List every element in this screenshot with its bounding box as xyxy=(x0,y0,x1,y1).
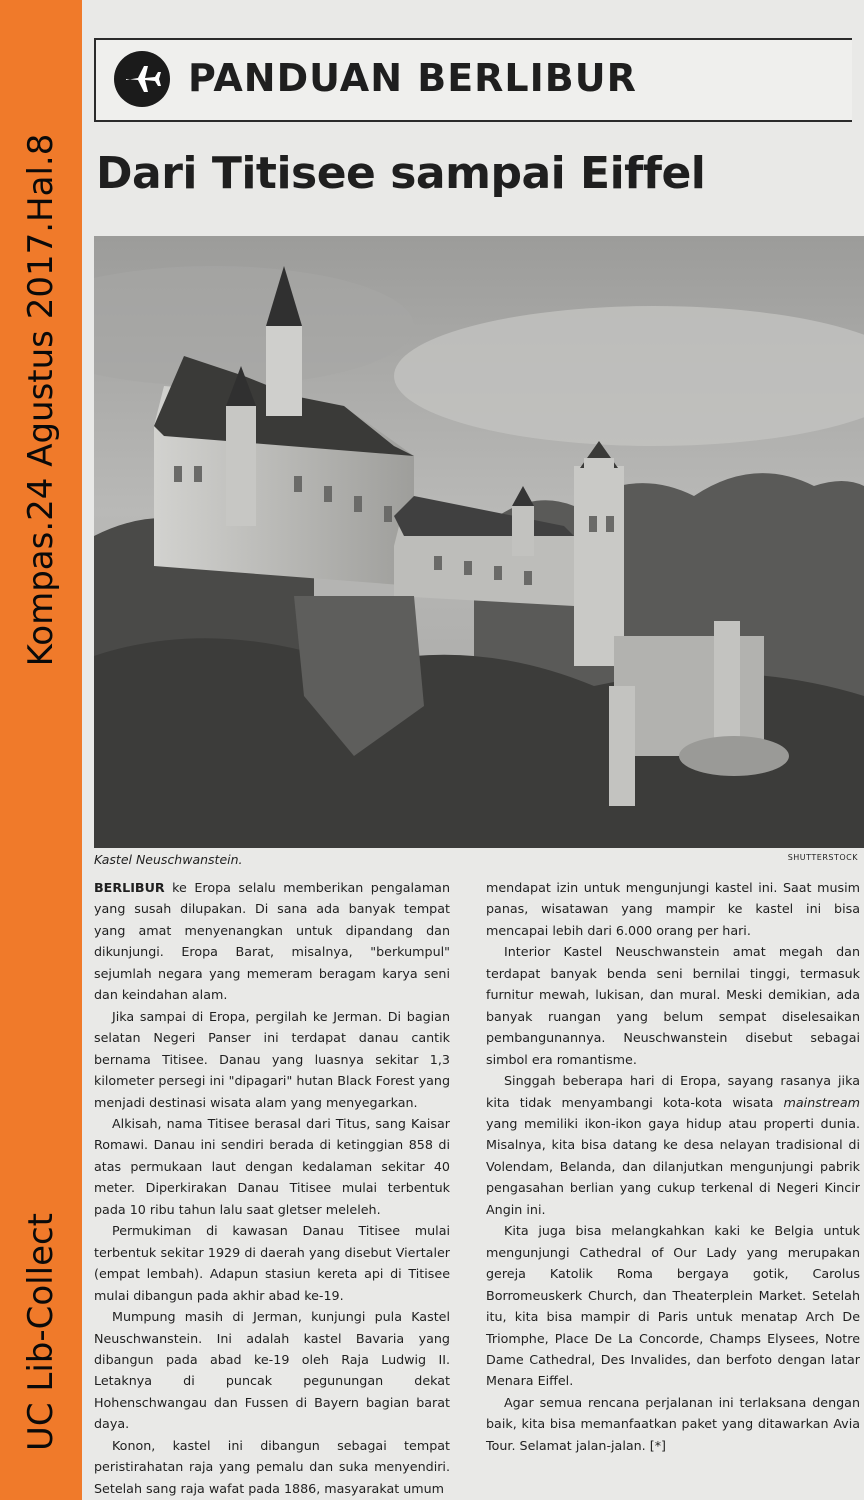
paragraph: Kita juga bisa melangkahkan kaki ke Belgia untuk mengunjungi Cathedral of Our Lady yang merupakan gereja Katolik Roma bergaya gotik, Carolus Borromeuskerk Church, dan Theaterplein Market. Setelah itu, kita bisa mampir di Paris untuk menatap Arch De Triomphe, Place De La Concorde, Champs Elysees, Notre Dame Cathedral, Des Invalides, dan berfoto dengan latar Menara Eiffel. xyxy=(486,1223,860,1389)
italic-term: mainstream xyxy=(783,1094,860,1110)
article-column-right xyxy=(486,877,860,1456)
rubric-title: PANDUAN BERLIBUR xyxy=(188,56,637,100)
article-headline: Dari Titisee sampai Eiffel xyxy=(96,148,706,199)
paragraph: Interior Kastel Neuschwanstein amat megah dan terdapat banyak benda seni bernilai tinggi, termasuk furnitur mewah, lukisan, dan mural. Meski demikian, ada banyak ruangan yang belum sempat diselesaikan pembangunannya. Neuschwanstein disebut sebagai simbol era romantisme. xyxy=(486,944,860,1067)
rubric-header xyxy=(94,38,852,122)
paragraph: Konon, kastel ini dibangun sebagai tempat peristirahatan raja yang pemalu dan suka menyendiri. Setelah sang raja wafat pada 1886, masyarakat umum xyxy=(94,1437,450,1496)
collection-label: UC Lib-Collect xyxy=(21,1212,61,1452)
paragraph xyxy=(94,877,450,1006)
paragraph: Agar semua rencana perjalanan ini terlaksana dengan baik, kita bisa memanfaatkan paket yang ditawarkan Avia Tour. Selamat jalan-jalan. [*] xyxy=(486,1394,860,1453)
paragraph: Mumpung masih di Jerman, kunjungi pula Kastel Neuschwanstein. Ini adalah kastel Bavaria yang dibangun pada abad ke-19 oleh Raja Ludwig II. Letaknya di puncak pegunungan dekat Hohenschwangau dan Fussen di Bayern bagian barat daya. xyxy=(94,1309,450,1432)
paragraph xyxy=(486,1070,860,1220)
paragraph-text: Singgah beberapa hari di Eropa, sayang rasanya jika kita tidak menyambangi kota-kota wisata xyxy=(486,1073,860,1110)
paragraph: Alkisah, nama Titisee berasal dari Titus, sang Kaisar Romawi. Danau ini sendiri berada di ketinggian 858 di atas permukaan laut dengan kedalaman sekitar 40 meter. Diperkirakan Danau Titisee mulai terbentuk pada 10 ribu tahun lalu saat gletser meleleh. xyxy=(94,1115,450,1217)
archive-sidebar xyxy=(0,0,82,1500)
airplane-icon xyxy=(114,51,170,107)
paragraph-text: yang memiliki ikon-ikon gaya hidup atau properti dunia. Misalnya, kita bisa datang ke desa nelayan tradisional di Volendam, Belanda, dan dilanjutkan mengunjungi pabrik pengasahan berlian yang cukup terkenal di Negeri Kincir Angin ini. xyxy=(486,1115,860,1217)
article-column-left xyxy=(94,877,450,1499)
photo-caption: Kastel Neuschwanstein. xyxy=(94,852,243,867)
paragraph: mendapat izin untuk mengunjungi kastel ini. Saat musim panas, wisatawan yang mampir ke kastel ini bisa mencapai lebih dari 6.000 orang per hari. xyxy=(486,880,860,938)
paragraph: Jika sampai di Eropa, pergilah ke Jerman. Di bagian selatan Negeri Panser ini terdapat danau cantik bernama Titisee. Danau yang luasnya sekitar 1,3 kilometer persegi ini "dipagari" hutan Black Forest yang menjadi destinasi wisata alam yang menyegarkan. xyxy=(94,1008,450,1110)
paragraph-text: ke Eropa selalu memberikan pengalaman yang susah dilupakan. Di sana ada banyak tempat yang amat menyenangkan untuk dipandang dan dikunjungi. Eropa Barat, misalnya, "berkumpul" sejumlah negara yang memeram beragam karya seni dan keindahan alam. xyxy=(94,880,450,1003)
castle-photo xyxy=(94,236,864,848)
lead-word: BERLIBUR xyxy=(94,880,165,895)
source-label: Kompas.24 Agustus 2017.Hal.8 xyxy=(21,133,61,667)
photo-credit: SHUTTERSTOCK xyxy=(787,853,858,862)
newspaper-page xyxy=(82,0,864,1500)
paragraph: Permukiman di kawasan Danau Titisee mulai terbentuk sekitar 1929 di daerah yang disebut Viertaler (empat lembah). Adapun stasiun kereta api di Titisee mulai dibangun pada akhir abad ke-19. xyxy=(94,1223,450,1303)
